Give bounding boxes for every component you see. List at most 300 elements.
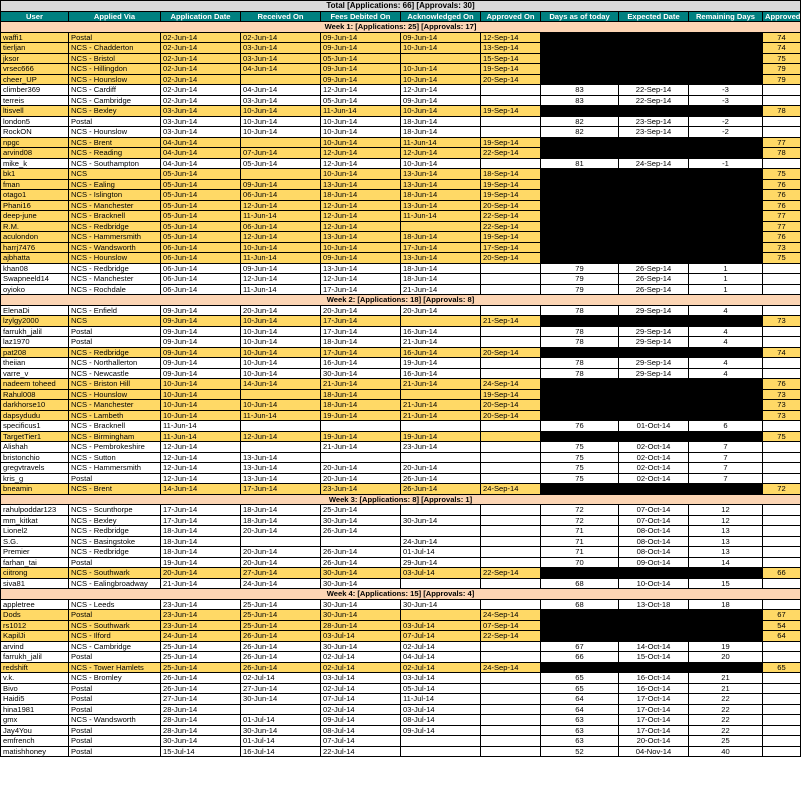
- table-row[interactable]: [1, 557, 801, 568]
- cell-applied-via: NCS - Rochdale: [69, 284, 161, 295]
- cell-acknowledged-on: 10-Jun-14: [401, 106, 481, 117]
- cell-applied-via: NCS - Cambridge: [69, 641, 161, 652]
- cell-expected-date: 01-Oct-14: [619, 421, 689, 432]
- cell-user: rahulpoddar123: [1, 505, 69, 516]
- cell-fees-debited-on: 20-Jun-14: [321, 463, 401, 474]
- table-row[interactable]: [1, 284, 801, 295]
- cell-acknowledged-on: 18-Jun-14: [401, 116, 481, 127]
- table-row[interactable]: [1, 148, 801, 159]
- table-row[interactable]: [1, 116, 801, 127]
- cell-applied-via: NCS - Hounslow: [69, 74, 161, 85]
- cell-approved-on: [481, 673, 541, 684]
- table-row[interactable]: [1, 179, 801, 190]
- cell-remaining-days: [689, 106, 763, 117]
- cell-received-on: 27-Jun-14: [241, 568, 321, 579]
- cell-fees-debited-on: [321, 452, 401, 463]
- cell-expected-date: 14-Oct-14: [619, 641, 689, 652]
- cell-received-on: 13-Jun-14: [241, 452, 321, 463]
- table-row[interactable]: [1, 547, 801, 558]
- cell-fees-debited-on: 03-Jul-14: [321, 631, 401, 642]
- cell-applied-via: Postal: [69, 704, 161, 715]
- cell-application-date: 12-Jun-14: [161, 473, 241, 484]
- cell-application-date: 18-Jun-14: [161, 526, 241, 537]
- cell-user: gmx: [1, 715, 69, 726]
- cell-received-on: 10-Jun-14: [241, 326, 321, 337]
- col-header-received-on[interactable]: Received On: [241, 11, 321, 22]
- cell-approved-in: 77: [763, 137, 801, 148]
- table-row[interactable]: [1, 190, 801, 201]
- table-row[interactable]: [1, 74, 801, 85]
- cell-days-as-of-today: [541, 389, 619, 400]
- cell-days-as-of-today: [541, 347, 619, 358]
- table-row[interactable]: [1, 473, 801, 484]
- cell-fees-debited-on: 13-Jun-14: [321, 232, 401, 243]
- cell-expected-date: 23-Sep-14: [619, 116, 689, 127]
- cell-applied-via: NCS - Hammersmith: [69, 232, 161, 243]
- table-row[interactable]: [1, 358, 801, 369]
- table-row[interactable]: [1, 305, 801, 316]
- table-row[interactable]: [1, 274, 801, 285]
- cell-application-date: 23-Jun-14: [161, 620, 241, 631]
- cell-fees-debited-on: 09-Jul-14: [321, 715, 401, 726]
- cell-received-on: 12-Jun-14: [241, 200, 321, 211]
- cell-approved-on: [481, 431, 541, 442]
- cell-approved-on: 24-Sep-14: [481, 610, 541, 621]
- cell-user: Lionel2: [1, 526, 69, 537]
- cell-fees-debited-on: 16-Jun-14: [321, 358, 401, 369]
- week-label: Week 4: [Applications: 15] [Approvals: 4]: [1, 589, 801, 600]
- table-row[interactable]: [1, 599, 801, 610]
- cell-fees-debited-on: 30-Jun-14: [321, 610, 401, 621]
- table-row[interactable]: [1, 431, 801, 442]
- cell-expected-date: [619, 200, 689, 211]
- cell-approved-on: [481, 158, 541, 169]
- cell-application-date: 24-Jun-14: [161, 631, 241, 642]
- cell-remaining-days: 14: [689, 557, 763, 568]
- table-row[interactable]: [1, 568, 801, 579]
- cell-fees-debited-on: 05-Jun-14: [321, 95, 401, 106]
- cell-remaining-days: 12: [689, 515, 763, 526]
- table-row[interactable]: [1, 410, 801, 421]
- table-row[interactable]: [1, 32, 801, 43]
- table-row[interactable]: [1, 137, 801, 148]
- table-row[interactable]: [1, 253, 801, 264]
- table-row[interactable]: [1, 127, 801, 138]
- cell-user: climber369: [1, 85, 69, 96]
- cell-fees-debited-on: 12-Jun-14: [321, 148, 401, 159]
- cell-approved-on: 24-Sep-14: [481, 484, 541, 495]
- cell-acknowledged-on: [401, 526, 481, 537]
- cell-applied-via: NCS - Manchester: [69, 274, 161, 285]
- cell-approved-on: 22-Sep-14: [481, 568, 541, 579]
- table-row[interactable]: [1, 515, 801, 526]
- cell-expected-date: 15-Oct-14: [619, 652, 689, 663]
- col-header-application-date[interactable]: Application Date: [161, 11, 241, 22]
- cell-expected-date: [619, 253, 689, 264]
- cell-approved-on: 20-Sep-14: [481, 200, 541, 211]
- cell-received-on: 06-Jun-14: [241, 221, 321, 232]
- cell-remaining-days: 7: [689, 473, 763, 484]
- cell-approved-on: 24-Sep-14: [481, 379, 541, 390]
- cell-user: Jay4You: [1, 725, 69, 736]
- cell-approved-in: [763, 715, 801, 726]
- cell-user: Phani16: [1, 200, 69, 211]
- table-row[interactable]: [1, 442, 801, 453]
- cell-approved-on: [481, 704, 541, 715]
- col-header-approved-on[interactable]: Approved On: [481, 11, 541, 22]
- cell-days-as-of-today: [541, 379, 619, 390]
- cell-expected-date: [619, 379, 689, 390]
- cell-application-date: 05-Jun-14: [161, 232, 241, 243]
- cell-received-on: 16-Jul-14: [241, 746, 321, 757]
- cell-expected-date: [619, 316, 689, 327]
- cell-user: jksor: [1, 53, 69, 64]
- cell-user: Alishah: [1, 442, 69, 453]
- cell-application-date: 09-Jun-14: [161, 337, 241, 348]
- cell-approved-in: 76: [763, 179, 801, 190]
- cell-application-date: 19-Jun-14: [161, 557, 241, 568]
- cell-fees-debited-on: 30-Jun-14: [321, 515, 401, 526]
- table-row[interactable]: [1, 463, 801, 474]
- cell-received-on: 18-Jun-14: [241, 515, 321, 526]
- cell-approved-in: 75: [763, 53, 801, 64]
- cell-days-as-of-today: 78: [541, 368, 619, 379]
- cell-user: Swapneeld14: [1, 274, 69, 285]
- cell-applied-via: NCS - Redbridge: [69, 347, 161, 358]
- col-header-user[interactable]: User: [1, 11, 69, 22]
- cell-approved-in: [763, 736, 801, 747]
- cell-remaining-days: 15: [689, 578, 763, 589]
- cell-application-date: 03-Jun-14: [161, 116, 241, 127]
- cell-applied-via: NCS - Bexley: [69, 106, 161, 117]
- cell-approved-in: 74: [763, 32, 801, 43]
- cell-approved-in: [763, 263, 801, 274]
- cell-user: hina1981: [1, 704, 69, 715]
- table-row[interactable]: [1, 263, 801, 274]
- cell-approved-in: [763, 85, 801, 96]
- col-header-approved-in[interactable]: Approved In: [763, 11, 801, 22]
- cell-remaining-days: [689, 53, 763, 64]
- cell-application-date: 02-Jun-14: [161, 64, 241, 75]
- cell-acknowledged-on: 21-Jun-14: [401, 379, 481, 390]
- cell-received-on: 06-Jun-14: [241, 190, 321, 201]
- cell-days-as-of-today: [541, 64, 619, 75]
- cell-approved-in: [763, 746, 801, 757]
- cell-expected-date: 02-Oct-14: [619, 473, 689, 484]
- table-row[interactable]: [1, 715, 801, 726]
- table-row[interactable]: [1, 610, 801, 621]
- cell-days-as-of-today: [541, 221, 619, 232]
- cell-user: farhan_tai: [1, 557, 69, 568]
- cell-days-as-of-today: 78: [541, 326, 619, 337]
- cell-days-as-of-today: 68: [541, 599, 619, 610]
- cell-expected-date: 02-Oct-14: [619, 442, 689, 453]
- cell-applied-via: NCS - Chadderton: [69, 43, 161, 54]
- table-row[interactable]: [1, 641, 801, 652]
- cell-application-date: 17-Jun-14: [161, 515, 241, 526]
- cell-acknowledged-on: [401, 316, 481, 327]
- cell-received-on: 12-Jun-14: [241, 431, 321, 442]
- cell-fees-debited-on: 18-Jun-14: [321, 337, 401, 348]
- cell-approved-on: [481, 337, 541, 348]
- cell-days-as-of-today: [541, 410, 619, 421]
- cell-approved-on: [481, 599, 541, 610]
- cell-days-as-of-today: [541, 53, 619, 64]
- week-label: Week 2: [Applications: 18] [Approvals: 8]: [1, 295, 801, 306]
- cell-expected-date: 29-Sep-14: [619, 305, 689, 316]
- table-row[interactable]: [1, 200, 801, 211]
- cell-received-on: 10-Jun-14: [241, 368, 321, 379]
- cell-acknowledged-on: 21-Jun-14: [401, 337, 481, 348]
- cell-application-date: 18-Jun-14: [161, 547, 241, 558]
- cell-remaining-days: [689, 410, 763, 421]
- cell-acknowledged-on: 20-Jun-14: [401, 305, 481, 316]
- cell-approved-on: [481, 463, 541, 474]
- cell-user: nadeem toheed: [1, 379, 69, 390]
- cell-remaining-days: -2: [689, 127, 763, 138]
- cell-expected-date: [619, 410, 689, 421]
- cell-received-on: 11-Jun-14: [241, 253, 321, 264]
- cell-remaining-days: [689, 400, 763, 411]
- table-row[interactable]: [1, 421, 801, 432]
- cell-days-as-of-today: [541, 200, 619, 211]
- cell-application-date: 09-Jun-14: [161, 358, 241, 369]
- cell-fees-debited-on: 09-Jun-14: [321, 253, 401, 264]
- cell-applied-via: NCS - Hammersmith: [69, 463, 161, 474]
- table-row[interactable]: [1, 43, 801, 54]
- cell-approved-in: 75: [763, 431, 801, 442]
- cell-user: terreis: [1, 95, 69, 106]
- cell-application-date: 14-Jun-14: [161, 484, 241, 495]
- cell-received-on: [241, 389, 321, 400]
- cell-days-as-of-today: [541, 137, 619, 148]
- table-row[interactable]: [1, 158, 801, 169]
- table-row[interactable]: [1, 704, 801, 715]
- cell-remaining-days: [689, 232, 763, 243]
- table-row[interactable]: [1, 652, 801, 663]
- cell-applied-via: NCS - Bromley: [69, 673, 161, 684]
- table-row[interactable]: [1, 337, 801, 348]
- table-row[interactable]: [1, 631, 801, 642]
- cell-user: redshift: [1, 662, 69, 673]
- table-row[interactable]: [1, 85, 801, 96]
- cell-fees-debited-on: 22-Jul-14: [321, 746, 401, 757]
- cell-applied-via: NCS - Briston Hill: [69, 379, 161, 390]
- cell-approved-in: [763, 557, 801, 568]
- cell-acknowledged-on: 13-Jun-14: [401, 169, 481, 180]
- cell-days-as-of-today: [541, 179, 619, 190]
- cell-fees-debited-on: 12-Jun-14: [321, 158, 401, 169]
- cell-remaining-days: 13: [689, 536, 763, 547]
- cell-application-date: 05-Jun-14: [161, 169, 241, 180]
- cell-approved-on: 19-Sep-14: [481, 64, 541, 75]
- cell-received-on: 18-Jun-14: [241, 505, 321, 516]
- table-row[interactable]: [1, 211, 801, 222]
- cell-expected-date: [619, 74, 689, 85]
- cell-remaining-days: 22: [689, 715, 763, 726]
- cell-applied-via: Postal: [69, 337, 161, 348]
- cell-approved-on: 18-Sep-14: [481, 169, 541, 180]
- cell-applied-via: NCS - Hounslow: [69, 253, 161, 264]
- table-row[interactable]: [1, 694, 801, 705]
- table-row[interactable]: [1, 746, 801, 757]
- cell-application-date: 04-Jun-14: [161, 158, 241, 169]
- table-row[interactable]: [1, 368, 801, 379]
- cell-approved-on: [481, 95, 541, 106]
- cell-remaining-days: [689, 32, 763, 43]
- cell-approved-on: [481, 641, 541, 652]
- cell-application-date: 28-Jun-14: [161, 715, 241, 726]
- cell-acknowledged-on: 29-Jun-14: [401, 557, 481, 568]
- table-row[interactable]: [1, 232, 801, 243]
- table-row[interactable]: [1, 673, 801, 684]
- cell-acknowledged-on: 11-Jul-14: [401, 694, 481, 705]
- cell-days-as-of-today: 75: [541, 473, 619, 484]
- cell-approved-in: [763, 158, 801, 169]
- cell-application-date: 12-Jun-14: [161, 463, 241, 474]
- table-row[interactable]: [1, 316, 801, 327]
- cell-approved-on: 21-Sep-14: [481, 316, 541, 327]
- cell-received-on: 11-Jun-14: [241, 284, 321, 295]
- table-row[interactable]: [1, 326, 801, 337]
- table-row[interactable]: [1, 106, 801, 117]
- table-row[interactable]: [1, 400, 801, 411]
- cell-approved-on: [481, 547, 541, 558]
- col-header-acknowledged-on[interactable]: Acknowledged On: [401, 11, 481, 22]
- table-row[interactable]: [1, 221, 801, 232]
- table-row[interactable]: [1, 578, 801, 589]
- cell-fees-debited-on: 17-Jun-14: [321, 347, 401, 358]
- cell-days-as-of-today: 67: [541, 641, 619, 652]
- cell-remaining-days: -1: [689, 158, 763, 169]
- cell-expected-date: 17-Oct-14: [619, 715, 689, 726]
- table-row[interactable]: [1, 95, 801, 106]
- cell-application-date: 11-Jun-14: [161, 431, 241, 442]
- cell-acknowledged-on: 11-Jun-14: [401, 211, 481, 222]
- col-header-fees-debited-on[interactable]: Fees Debited On: [321, 11, 401, 22]
- cell-approved-in: 78: [763, 148, 801, 159]
- cell-received-on: 03-Jun-14: [241, 53, 321, 64]
- cell-user: bneamin: [1, 484, 69, 495]
- cell-approved-on: [481, 85, 541, 96]
- cell-user: RockON: [1, 127, 69, 138]
- cell-received-on: 11-Jun-14: [241, 211, 321, 222]
- table-row[interactable]: [1, 53, 801, 64]
- cell-days-as-of-today: 63: [541, 725, 619, 736]
- cell-remaining-days: 22: [689, 704, 763, 715]
- cell-approved-on: [481, 326, 541, 337]
- cell-acknowledged-on: 12-Jun-14: [401, 85, 481, 96]
- cell-approved-on: [481, 536, 541, 547]
- col-header-days-as-of-today[interactable]: Days as of today: [541, 11, 619, 22]
- table-row[interactable]: [1, 379, 801, 390]
- cell-days-as-of-today: [541, 316, 619, 327]
- cell-application-date: 17-Jun-14: [161, 505, 241, 516]
- cell-expected-date: [619, 32, 689, 43]
- cell-approved-in: [763, 578, 801, 589]
- table-row[interactable]: [1, 64, 801, 75]
- cell-user: npgc: [1, 137, 69, 148]
- cell-acknowledged-on: 16-Jun-14: [401, 326, 481, 337]
- cell-fees-debited-on: 30-Jun-14: [321, 578, 401, 589]
- col-header-expected-date[interactable]: Expected Date: [619, 11, 689, 22]
- cell-remaining-days: 40: [689, 746, 763, 757]
- table-row[interactable]: [1, 389, 801, 400]
- cell-received-on: 10-Jun-14: [241, 337, 321, 348]
- table-row[interactable]: [1, 526, 801, 537]
- cell-expected-date: 09-Oct-14: [619, 557, 689, 568]
- cell-fees-debited-on: 30-Jun-14: [321, 568, 401, 579]
- table-row[interactable]: [1, 347, 801, 358]
- cell-approved-in: 79: [763, 64, 801, 75]
- cell-application-date: 03-Jun-14: [161, 106, 241, 117]
- table-row[interactable]: [1, 725, 801, 736]
- cell-approved-in: 73: [763, 400, 801, 411]
- cell-received-on: 26-Jun-14: [241, 631, 321, 642]
- col-header-remaining-days[interactable]: Remaining Days: [689, 11, 763, 22]
- table-row[interactable]: [1, 484, 801, 495]
- table-row[interactable]: [1, 242, 801, 253]
- cell-days-as-of-today: [541, 610, 619, 621]
- cell-approved-in: [763, 547, 801, 558]
- cell-applied-via: NCS - Hounslow: [69, 389, 161, 400]
- cell-acknowledged-on: 01-Jul-14: [401, 547, 481, 558]
- cell-expected-date: 24-Sep-14: [619, 158, 689, 169]
- cell-days-as-of-today: 79: [541, 263, 619, 274]
- table-row[interactable]: [1, 662, 801, 673]
- cell-approved-in: [763, 284, 801, 295]
- cell-application-date: 12-Jun-14: [161, 442, 241, 453]
- cell-approved-on: [481, 725, 541, 736]
- cell-received-on: 12-Jun-14: [241, 274, 321, 285]
- table-row[interactable]: [1, 736, 801, 747]
- cell-approved-in: [763, 536, 801, 547]
- cell-approved-in: 66: [763, 568, 801, 579]
- cell-user: theiian: [1, 358, 69, 369]
- table-row[interactable]: [1, 620, 801, 631]
- cell-acknowledged-on: 09-Jul-14: [401, 725, 481, 736]
- cell-fees-debited-on: 12-Jun-14: [321, 200, 401, 211]
- cell-acknowledged-on: 19-Jun-14: [401, 358, 481, 369]
- table-row[interactable]: [1, 536, 801, 547]
- table-row[interactable]: [1, 505, 801, 516]
- cell-application-date: 02-Jun-14: [161, 74, 241, 85]
- cell-remaining-days: [689, 662, 763, 673]
- table-row[interactable]: [1, 169, 801, 180]
- cell-approved-on: [481, 305, 541, 316]
- cell-remaining-days: 1: [689, 263, 763, 274]
- cell-days-as-of-today: [541, 431, 619, 442]
- col-header-applied-via[interactable]: Applied Via: [69, 11, 161, 22]
- cell-acknowledged-on: 21-Jun-14: [401, 284, 481, 295]
- cell-acknowledged-on: [401, 53, 481, 64]
- table-row[interactable]: [1, 683, 801, 694]
- cell-expected-date: 07-Oct-14: [619, 515, 689, 526]
- cell-approved-on: 07-Sep-14: [481, 620, 541, 631]
- cell-approved-on: [481, 557, 541, 568]
- cell-received-on: 04-Jun-14: [241, 64, 321, 75]
- cell-applied-via: Postal: [69, 683, 161, 694]
- cell-fees-debited-on: 10-Jun-14: [321, 116, 401, 127]
- cell-applied-via: NCS - Redbridge: [69, 221, 161, 232]
- cell-applied-via: Postal: [69, 725, 161, 736]
- cell-fees-debited-on: 13-Jun-14: [321, 263, 401, 274]
- cell-approved-in: [763, 421, 801, 432]
- cell-expected-date: 26-Sep-14: [619, 263, 689, 274]
- cell-application-date: 21-Jun-14: [161, 578, 241, 589]
- table-row[interactable]: [1, 452, 801, 463]
- cell-days-as-of-today: 82: [541, 116, 619, 127]
